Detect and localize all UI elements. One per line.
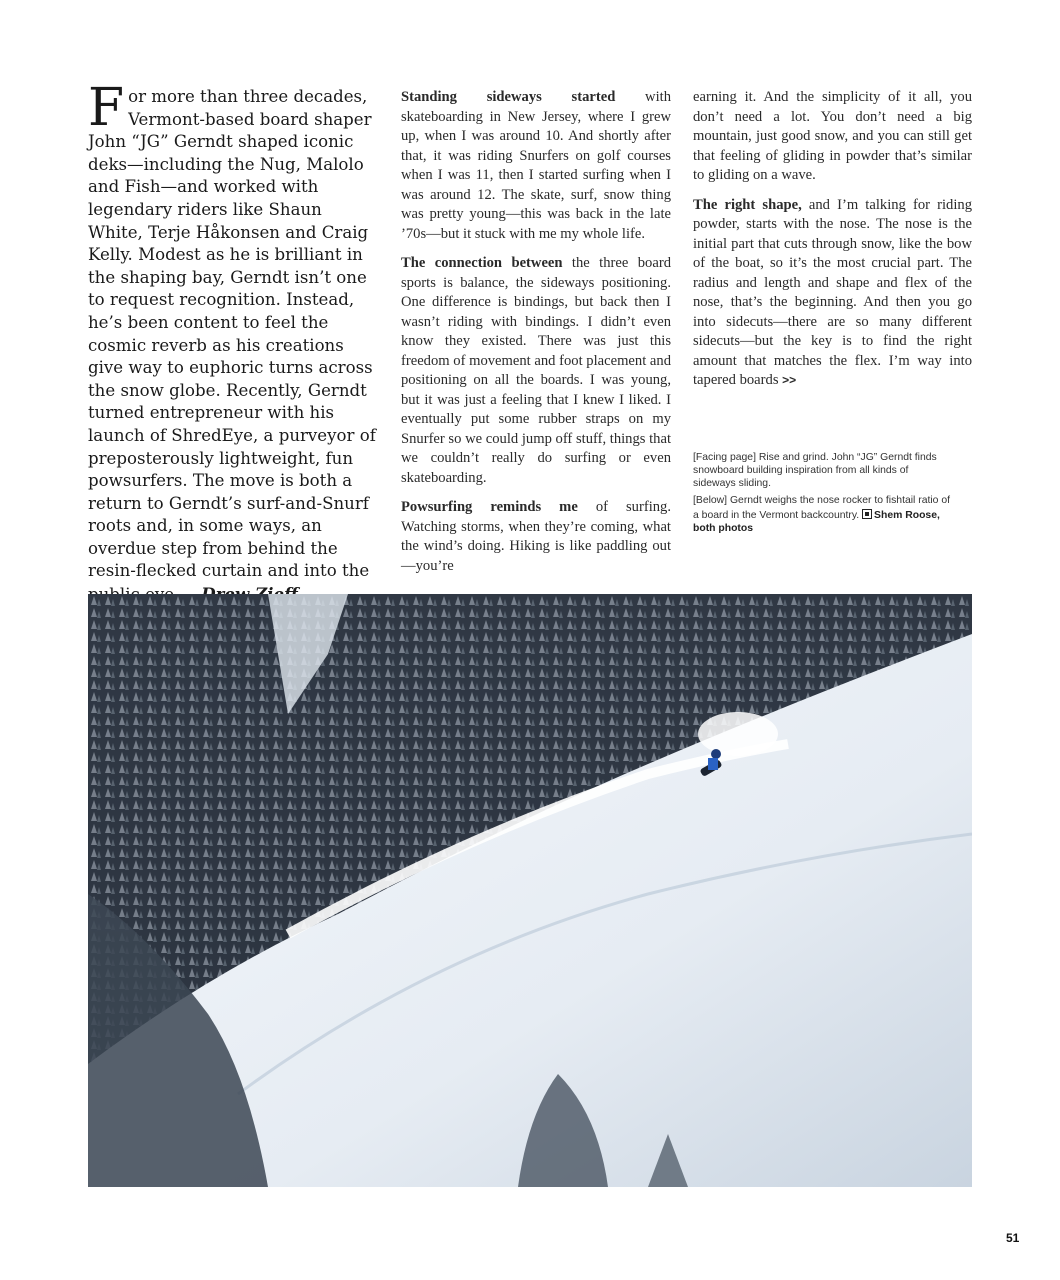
- photo-credit: Shem Roose, both photos: [693, 510, 940, 534]
- intro-paragraph: [88, 78, 380, 607]
- paragraph: [401, 498, 671, 576]
- article-column-3: [693, 88, 972, 401]
- paragraph-lead: The right shape,: [693, 196, 802, 213]
- paragraph: [401, 88, 671, 244]
- paragraph-lead: Standing sideways started: [401, 89, 616, 105]
- caption-below: [693, 495, 951, 535]
- paragraph: [693, 196, 972, 391]
- paragraph-text: and I’m talking for riding powder, starts with the nose. The nose is the initial part that cuts through snow, like the bow of the boat, so it’s the most crucial part. The radius and length and shape and flex of the nose, that’s the beginning. And then you go into sidecuts—there are so many different sidecuts—but the key is to find the right amount that matches the flex. I’m way into tapered boards: [693, 196, 972, 388]
- caption-below-text: [Below] Gerndt weighs the nose rocker to fishtail ratio of a board in the Vermont backcountry.: [693, 495, 951, 522]
- paragraph-text: the three board sports is balance, the sideways positioning. One difference is bindings, but back then I wasn’t riding with bindings. I didn’t even know they existed. There was just this freedom of movement and foot placement and positioning on all the boards. I was young, but it was just a feeling that I knew I liked. I eventually put some rubber straps on my Snurfer so we could jump off stuff, things that we couldn’t really do surfing or even skateboarding.: [401, 255, 671, 486]
- page-number: 51: [1006, 1231, 1020, 1245]
- paragraph-text: earning it. And the simplicity of it all, you don’t need a lot. You don’t need a big mountain, just good snow, and you can still get that feeling of gliding in powder that’s similar to gliding on a wave.: [693, 89, 972, 183]
- powder-spray: [698, 712, 778, 756]
- article-column-2: [401, 88, 671, 586]
- paragraph-lead: The connection between: [401, 255, 563, 271]
- caption-facing: [Facing page] Rise and grind. John “JG” Gerndt finds snowboard building inspiration from all kinds of sideways sliding.: [693, 452, 937, 489]
- paragraph: [693, 88, 972, 186]
- paragraph-text: with skateboarding in New Jersey, where I grew up, when I was around 10. And shortly after that, it was riding Snurfers on golf courses when I was 11, then I started surfing when I was around 12. The skate, surf, snow thing was pretty young—this was back in the late ’70s—but it stuck with me my whole life.: [401, 89, 671, 242]
- drop-cap: F: [88, 78, 125, 138]
- camera-icon: [862, 509, 872, 519]
- snowboard-photo: [88, 594, 972, 1187]
- continue-arrows-icon: >>: [782, 373, 797, 387]
- backcountry-snow-scene: [88, 594, 972, 1187]
- paragraph-text: of surfing. Watching storms, when they’re coming, what the wind’s doing. Hiking is like paddling out—you’re: [401, 499, 671, 574]
- photo-captions: [693, 452, 951, 541]
- intro-text: or more than three decades, Vermont-based board shaper John “JG” Gerndt shaped iconic deks—including the Nug, Malolo and Fish—and worked with legendary riders like Shaun White, Terje Håkonsen and Craig Kelly. Modest as he is brilliant in the shaping bay, Gerndt isn’t one to request recognition. Instead, he’s been content to feel the cosmic reverb as his creations give way to euphoric turns across the snow globe. Recently, Gerndt turned entrepreneur with his launch of ShredEye, a purveyor of preposterously lightweight, fun powsurfers. The move is both a return to Gerndt’s surf-and-Snurf roots and, in some ways, an overdue step from behind the resin-flecked curtain and into the: [88, 87, 376, 581]
- paragraph: [401, 254, 671, 488]
- paragraph-lead: Powsurfing reminds me: [401, 499, 578, 515]
